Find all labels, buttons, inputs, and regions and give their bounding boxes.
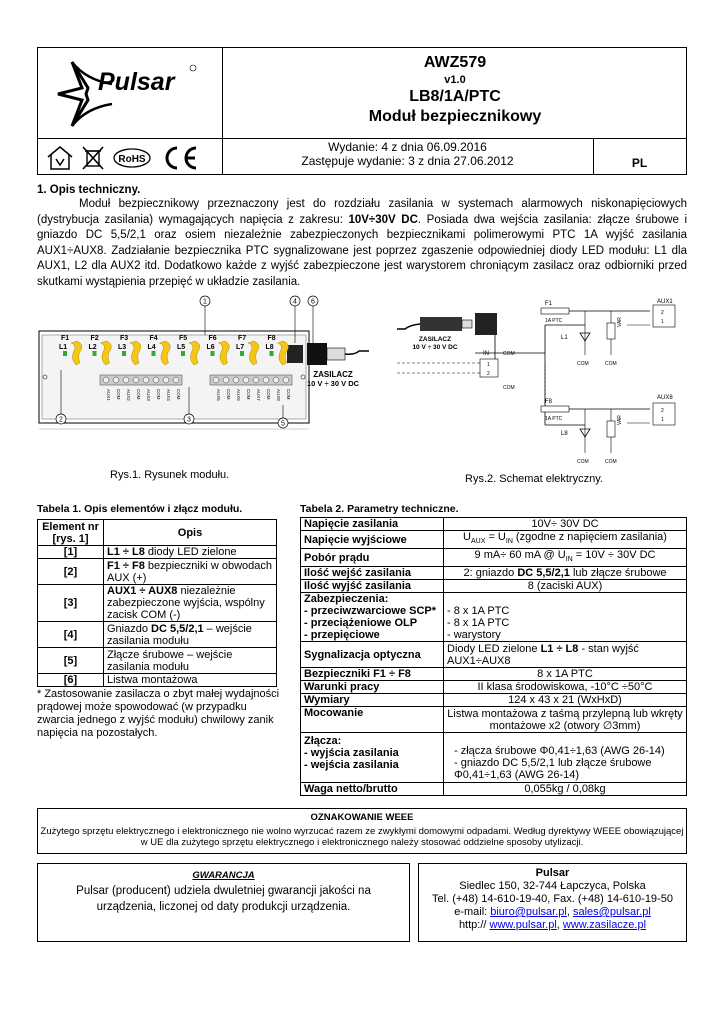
terminal-label: AUX1 — [106, 389, 111, 401]
table-cell: Waga netto/brutto — [301, 783, 444, 796]
figure-module-drawing — [37, 295, 372, 465]
led-label: L7 — [236, 344, 245, 351]
table-cell: [5] — [38, 648, 104, 674]
led-icon — [122, 351, 126, 356]
model-code: AWZ579 — [423, 54, 487, 71]
fuse-label: F1 — [61, 335, 70, 342]
terminal-screw — [123, 377, 129, 383]
led-icon — [211, 351, 215, 356]
terminal-label: COM — [286, 389, 291, 400]
table-cell: $U_{AUX} = U_{IN}$ (zgodne z napięciem zasilania) — [444, 531, 687, 549]
table-cell: [2] — [38, 559, 104, 585]
svg-text:RoHS: RoHS — [118, 154, 146, 165]
svg-text:COM: COM — [577, 361, 589, 367]
table-header: Element nr [rys. 1] — [38, 520, 104, 546]
replaces-date: Zastępuje wydanie: 3 z dnia 27.06.2012 — [301, 154, 514, 168]
terminal-screw — [143, 377, 149, 383]
terminal-label: AUX3 — [146, 389, 151, 401]
terminal-screw — [113, 377, 119, 383]
product-name: Moduł bezpiecznikowy — [368, 108, 542, 125]
pulsar-logo — [52, 54, 212, 130]
led-label: L8 — [265, 344, 274, 351]
compliance-icons — [46, 144, 216, 172]
table-cell: 124 x 43 x 21 (WxHxD) — [444, 694, 687, 707]
fuse-label: F8 — [267, 335, 276, 342]
table-cell: 10V÷ 30V DC — [444, 518, 687, 531]
table-cell: 8 x 1A PTC — [444, 668, 687, 681]
terminal-label: AUX4 — [166, 389, 171, 401]
led-icon — [270, 351, 274, 356]
indoor-use-icon — [46, 145, 74, 171]
svg-text:1: 1 — [661, 319, 664, 325]
terminal-label: AUX2 — [126, 389, 131, 401]
led-label: L4 — [147, 344, 156, 351]
fig1-supply-label: ZASILACZ — [313, 370, 353, 379]
led-icon — [181, 351, 185, 356]
fuse-label: F3 — [120, 335, 129, 342]
table-cell: Złącze śrubowe – wejście zasilania modułu — [104, 648, 277, 674]
fig2-com-1: COM — [503, 351, 515, 357]
guarantee-title: GWARANCJA — [192, 870, 255, 881]
led-icon — [63, 351, 67, 356]
table-cell: Pobór prądu — [301, 549, 444, 567]
table-cell: Listwa montażowa — [104, 674, 277, 687]
table-cell: 8 (zaciski AUX) — [444, 580, 687, 593]
fig2-com-2: COM — [503, 385, 515, 391]
fuse-label: F5 — [179, 335, 188, 342]
fuse-label: F2 — [90, 335, 99, 342]
terminal-screw — [253, 377, 259, 383]
table-cell: [4] — [38, 622, 104, 648]
table-cell: Ilość wyjść zasilania — [301, 580, 444, 593]
table-cell: Ilość wejść zasilania — [301, 567, 444, 580]
terminal-label: COM — [156, 389, 161, 400]
table2-title: Tabela 2. Parametry techniczne. — [300, 503, 459, 515]
table-cell: Wymiary — [301, 694, 444, 707]
weee-text: Zużytego sprzętu elektrycznego i elektronicznego nie wolno wyrzucać razem ze zwykłymi domowymi odpadami. Według dyrektywy WEEE obowiązującej w UE dla zużytego sprzętu elektrycznego i elektronicznego należy stosować oddzielne sposoby utylizacji. — [40, 826, 684, 848]
version: v1.0 — [444, 74, 466, 86]
weee-title: OZNAKOWANIE WEEE — [310, 812, 414, 823]
callout-number: 4 — [293, 298, 297, 306]
table-cell: Gniazdo DC 5,5/2,1 – wejście zasilania modułu — [104, 622, 277, 648]
table-cell: II klasa środowiskowa, -10°C ÷50°C — [444, 681, 687, 694]
led-icon — [152, 351, 156, 356]
led-label: L2 — [88, 344, 97, 351]
fig1-supply-range: 10 V ÷ 30 V DC — [306, 379, 360, 388]
terminal-label: COM — [226, 389, 231, 400]
terminal-screw — [223, 377, 229, 383]
weee-bin-icon — [82, 145, 104, 171]
callout-number: 6 — [311, 298, 315, 306]
figure-electrical-schematic — [395, 295, 690, 470]
language-code: PL — [631, 156, 648, 170]
terminal-screw — [243, 377, 249, 383]
table-cell: - 8 x 1A PTC - 8 x 1A PTC - warystory — [444, 593, 687, 642]
table-cell: Listwa montażowa z taśmą przylepną lub wkręty montażowe x2 (otwory ∅3mm) — [444, 707, 687, 733]
terminal-screw — [163, 377, 169, 383]
fig2-supply-label: ZASILACZ — [418, 336, 452, 343]
document-header — [37, 47, 687, 175]
table-cell: Napięcie wyjściowe — [301, 531, 444, 549]
table-cell: 9 mA÷ 60 mA @ $U_{IN} = 10V \div 30V$ DC — [444, 549, 687, 567]
weee-box — [37, 808, 687, 854]
fig2-l8: L8 — [561, 431, 568, 437]
terminal-screw — [213, 377, 219, 383]
svg-text:2: 2 — [661, 310, 664, 316]
led-label: L1 — [59, 344, 68, 351]
led-icon — [93, 351, 97, 356]
contact-box — [418, 863, 687, 942]
svg-text:1: 1 — [487, 362, 490, 368]
contact-email: e-mail: biuro@pulsar.pl, sales@pulsar.pl — [454, 906, 651, 918]
fuse-label: F4 — [149, 335, 158, 342]
fig1-caption: Rys.1. Rysunek modułu. — [110, 469, 230, 481]
callout-number: 1 — [203, 298, 207, 306]
table-cell: Bezpieczniki F1 ÷ F8 — [301, 668, 444, 681]
section-title: 1. Opis techniczny. — [37, 184, 141, 196]
contact-web: http:// www.pulsar.pl, www.zasilacze.pl — [458, 919, 647, 931]
svg-text:2: 2 — [487, 371, 490, 377]
table-cell: Warunki pracy — [301, 681, 444, 694]
email-link-biuro[interactable]: biuro@pulsar.pl — [490, 906, 567, 918]
table-cell: Zabezpieczenia: - przeciwzwarciowe SCP* - przeciążeniowe OLP - przepięciowe — [301, 593, 444, 642]
fuse-label: F6 — [208, 335, 217, 342]
callout-number: 3 — [187, 416, 191, 424]
terminal-screw — [103, 377, 109, 383]
table-cell: - złącza śrubowe Φ0,41÷1,63 (AWG 26-14) - gniazdo DC 5,5/2,1 lub złącze śrubowe Φ0,41÷1,63 (AWG 26-14) — [444, 733, 687, 783]
guarantee-text: Pulsar (producent) udziela dwuletniej gwarancji jakości na urządzenia, liczonej od daty produkcji urządzenia. — [76, 885, 371, 913]
terminal-label: AUX6 — [236, 389, 241, 401]
terminal-label: AUX8 — [276, 389, 281, 401]
terminal-screw — [153, 377, 159, 383]
terminal-screw — [263, 377, 269, 383]
fig2-l1: L1 — [561, 335, 568, 341]
table-cell: Mocowanie — [301, 707, 444, 733]
fig2-f1: F1 — [545, 301, 553, 307]
svg-text:2: 2 — [661, 408, 664, 414]
table-cell: Sygnalizacja optyczna — [301, 642, 444, 668]
table-cell: 2: gniazdo DC 5,5/2,1 lub złącze śrubowe — [444, 567, 687, 580]
table-cell: [3] — [38, 585, 104, 622]
svg-text:VAR: VAR — [617, 317, 623, 327]
table-cell: [1] — [38, 546, 104, 559]
table-cell: L1 ÷ L8 diody LED zielone — [104, 546, 277, 559]
rohs-icon — [112, 147, 152, 169]
email-link-sales[interactable]: sales@pulsar.pl — [572, 906, 651, 918]
terminal-label: AUX5 — [216, 389, 221, 401]
table-cell: Diody LED zielone L1 ÷ L8 - stan wyjść AUX1÷AUX8 — [444, 642, 687, 668]
led-label: L3 — [118, 344, 127, 351]
guarantee-box — [37, 863, 410, 942]
table1-title: Tabela 1. Opis elementów i złącz modułu. — [37, 503, 243, 515]
callout-number: 2 — [59, 416, 63, 424]
terminal-label: COM — [266, 389, 271, 400]
product-code: LB8/1A/PTC — [409, 88, 501, 105]
table-cell: Złącza: - wyjścia zasilania - wejścia zasilania — [301, 733, 444, 783]
svg-text:1A PTC: 1A PTC — [545, 318, 563, 324]
terminal-label: COM — [136, 389, 141, 400]
led-label: L6 — [206, 344, 215, 351]
table-elements — [37, 519, 277, 687]
terminal-label: COM — [246, 389, 251, 400]
terminal-label: COM — [176, 389, 181, 400]
table-cell: 0,055kg / 0,08kg — [444, 783, 687, 796]
terminal-screw — [283, 377, 289, 383]
led-icon — [240, 351, 244, 356]
contact-phone: Tel. (+48) 14-610-19-40, Fax. (+48) 14-610-19-50 — [432, 893, 673, 905]
contact-address: Siedlec 150, 32-744 Łapczyca, Polska — [459, 880, 646, 892]
issue-date: Wydanie: 4 z dnia 06.09.2016 — [328, 140, 487, 154]
svg-text:COM: COM — [605, 361, 617, 367]
fig2-aux1: AUX1 — [657, 299, 673, 305]
fuse-label: F7 — [238, 335, 247, 342]
fig2-caption: Rys.2. Schemat elektryczny. — [465, 473, 603, 485]
table-cell: AUX1 ÷ AUX8 niezależnie zabezpieczone wyjścia, wspólny zacisk COM (-) — [104, 585, 277, 622]
table-parameters — [300, 517, 687, 796]
terminal-screw — [173, 377, 179, 383]
fig2-supply-range: 10 V ÷ 30 V DC — [412, 344, 458, 351]
table1-note: * Zastosowanie zasilacza o zbyt małej wydajności prądowej może spowodować (w przypadku zwarcia jednego z wyjść modułu) chwilowy zanik napięcia na pozostałych. — [37, 688, 280, 739]
terminal-screw — [273, 377, 279, 383]
fig2-in: IN — [483, 351, 489, 357]
terminal-label: COM — [116, 389, 121, 400]
brand-text: Pulsar — [98, 68, 175, 96]
contact-title: Pulsar — [535, 867, 570, 879]
led-label: L5 — [177, 344, 186, 351]
web-link-zasilacze[interactable]: www.zasilacze.pl — [562, 919, 647, 931]
terminal-screw — [133, 377, 139, 383]
terminal-label: AUX7 — [256, 389, 261, 401]
fig2-f8: F8 — [545, 399, 553, 405]
web-link-pulsar[interactable]: www.pulsar.pl — [489, 919, 557, 931]
section-paragraph: Moduł bezpiecznikowy przeznaczony jest do rozdziału zasilania w systemach alarmowych niskonapięciowych (dystrybucja zasilania) wymagających napięcia z zakresu: 10V÷30V DC. Posiada dwa wejścia zasilania: złącze śrubowe i gniazdo DC 5,5/2,1 oraz osiem niezależnie zabezpieczonych bezpiecznikami polimerowymi PTC 1A wyjść zasilania AUX1÷AUX8. Zadziałanie bezpiecznika PTC sygnalizowane jest poprzez zgaszenie odpowiedniej diody LED modułu: L1 dla AUX1, L2 dla AUX2 itd. Dodatkowo każde z wyjść zabezpieczone jest warystorem chroniącym zasilacz oraz odbiorniki przed skutkami wystąpienia przepięć w układzie zasilania. — [37, 198, 687, 288]
svg-text:VAR: VAR — [617, 415, 623, 425]
svg-text:COM: COM — [577, 459, 589, 465]
ce-mark-icon — [160, 145, 200, 171]
callout-number: 5 — [281, 420, 285, 428]
svg-text:1A PTC: 1A PTC — [545, 416, 563, 422]
table-cell: F1 ÷ F8 bezpieczniki w obwodach AUX (+) — [104, 559, 277, 585]
svg-text:COM: COM — [605, 459, 617, 465]
table-header: Opis — [104, 520, 277, 546]
table-cell: Napięcie zasilania — [301, 518, 444, 531]
terminal-screw — [233, 377, 239, 383]
table-cell: [6] — [38, 674, 104, 687]
fig2-aux8: AUX8 — [657, 395, 673, 401]
svg-text:1: 1 — [661, 417, 664, 423]
